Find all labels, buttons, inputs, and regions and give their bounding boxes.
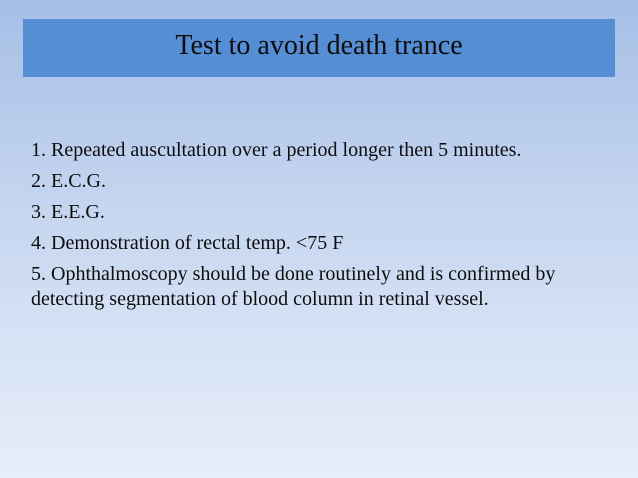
slide-title: Test to avoid death trance (175, 30, 463, 61)
list-item: 2. E.C.G. (31, 170, 106, 192)
list-item: 1. Repeated auscultation over a period longer then 5 minutes. (31, 139, 522, 161)
list-item: 3. E.E.G. (31, 201, 105, 223)
test-list (31, 138, 606, 318)
title-bar (23, 19, 615, 77)
list-item: 4. Demonstration of rectal temp. <75 F (31, 232, 344, 254)
list-item: 5. Ophthalmoscopy should be done routinely and is confirmed by detecting segmentation of blood column in retinal vessel. (31, 263, 556, 310)
